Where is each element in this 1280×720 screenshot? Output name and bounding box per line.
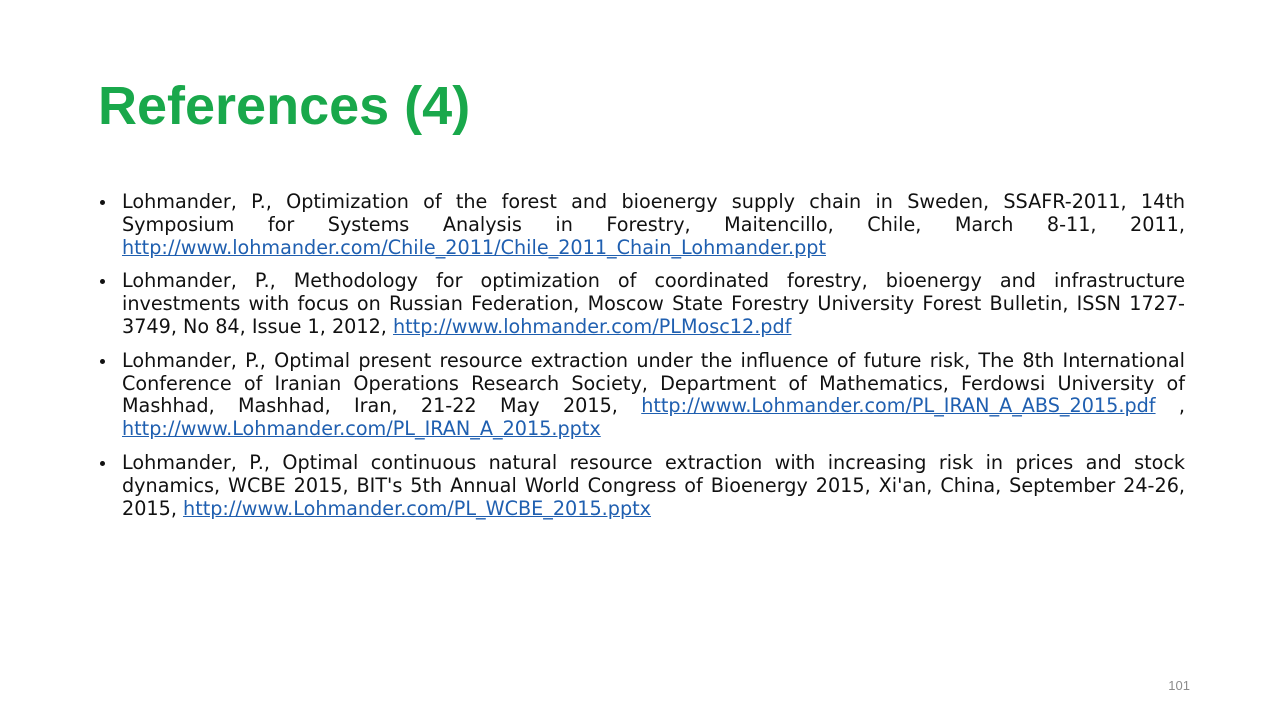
- reference-item: [100, 350, 1185, 441]
- page-number: 101: [1168, 678, 1190, 693]
- reference-text: Lohmander, P., Optimization of the forest and bioenergy supply chain in Sweden, SSAFR-2011, 14th Symposium for Systems Analysis in Forestry, Maitencillo, Chile, March 8-11, 2011,: [122, 190, 1185, 236]
- reference-text: Lohmander, P., Optimal continuous natural resource extraction with increasing risk in prices and stock dynamics, WCBE 2015, BIT's 5th Annual World Congress of Bioenergy 2015, Xi'an, China, September 24-26, 2015,: [122, 450, 1185, 520]
- slide-title: References (4): [98, 76, 471, 136]
- reference-item: [100, 452, 1185, 520]
- reference-link[interactable]: http://www.lohmander.com/Chile_2011/Chile_2011_Chain_Lohmander.ppt: [122, 235, 827, 259]
- reference-link-separator: ,: [1155, 394, 1185, 418]
- reference-link[interactable]: http://www.lohmander.com/PLMosc12.pdf: [393, 314, 792, 338]
- reference-item: [100, 270, 1185, 338]
- reference-link[interactable]: http://www.Lohmander.com/PL_IRAN_A_ABS_2015.pdf: [641, 394, 1156, 418]
- reference-list: [100, 191, 1185, 531]
- reference-item: [100, 191, 1185, 259]
- reference-text: Lohmander, P., Methodology for optimization of coordinated forestry, bioenergy and infrastructure investments with focus on Russian Federation, Moscow State Forestry University Forest Bulletin, ISSN 1727-3749, No 84, Issue 1, 2012,: [122, 269, 1185, 338]
- reference-link[interactable]: http://www.Lohmander.com/PL_WCBE_2015.pptx: [183, 496, 652, 520]
- reference-link-secondary[interactable]: http://www.Lohmander.com/PL_IRAN_A_2015.pptx: [122, 417, 601, 441]
- reference-text: Lohmander, P., Optimal present resource extraction under the influence of future risk, The 8th International Conference of Iranian Operations Research Society, Department of Mathematics, Ferdowsi University of Mashhad, Mashhad, Iran, 21-22 May 2015,: [122, 348, 1185, 418]
